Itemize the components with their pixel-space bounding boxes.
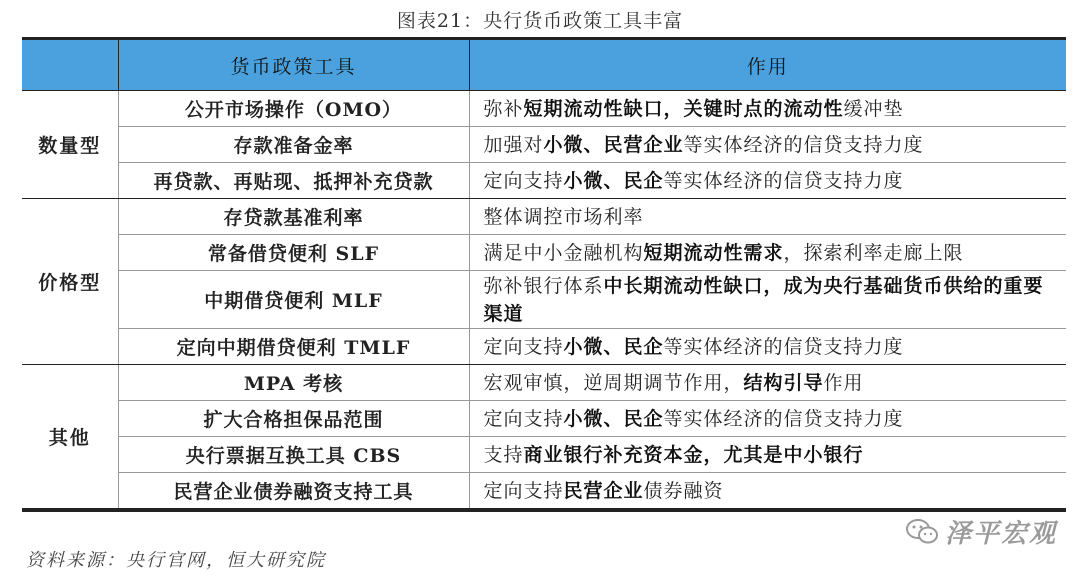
- role-text: 支持: [483, 443, 524, 466]
- watermark-text: 泽平宏观: [945, 519, 1058, 549]
- role-text: ，探索利率走廊上限: [783, 241, 964, 264]
- table-row: [22, 437, 1066, 473]
- role-cell: [469, 199, 1066, 235]
- wechat-icon: [905, 518, 939, 546]
- role-cell: [469, 365, 1066, 401]
- tool-cell: 央行票据互换工具 CBS: [118, 437, 469, 473]
- policy-tools-table-wrap: [22, 37, 1066, 512]
- role-text: 定向支持: [483, 407, 564, 430]
- role-text: 债券融资: [643, 479, 724, 502]
- role-text: 弥补银行体系: [483, 274, 604, 297]
- role-text-emphasis: 商业银行补充资本金，尤其是中小银行: [523, 443, 864, 466]
- role-text: 缓冲垫: [843, 97, 904, 120]
- role-text-emphasis: 结构引导: [743, 371, 824, 394]
- role-text: 作用: [823, 371, 864, 394]
- role-cell: [469, 235, 1066, 271]
- table-row: [22, 271, 1066, 329]
- role-text-emphasis: 小微、民企: [563, 407, 664, 430]
- tool-cell: 常备借贷便利 SLF: [118, 235, 469, 271]
- tool-cell: MPA 考核: [118, 365, 469, 401]
- header-role: 作用: [469, 40, 1066, 91]
- category-cell: 数量型: [22, 91, 118, 199]
- role-cell: [469, 329, 1066, 365]
- role-text: 定向支持: [483, 479, 564, 502]
- role-cell: [469, 401, 1066, 437]
- role-cell: [469, 127, 1066, 163]
- table-row: [22, 163, 1066, 199]
- header-tool: 货币政策工具: [118, 40, 469, 91]
- role-cell: [469, 437, 1066, 473]
- role-cell: [469, 473, 1066, 509]
- role-text: 弥补: [483, 97, 524, 120]
- tool-cell: 定向中期借贷便利 TMLF: [118, 329, 469, 365]
- role-text: 等实体经济的信贷支持力度: [663, 335, 904, 358]
- role-text: 等实体经济的信贷支持力度: [663, 169, 904, 192]
- role-text-emphasis: 短期流动性需求: [643, 241, 784, 264]
- watermark: [905, 513, 1057, 550]
- table-row: [22, 365, 1066, 401]
- role-text-emphasis: 短期流动性缺口，关键时点的流动性: [523, 97, 844, 120]
- role-cell: [469, 91, 1066, 127]
- category-cell: 其他: [22, 365, 118, 509]
- tool-cell: 再贷款、再贴现、抵押补充贷款: [118, 163, 469, 199]
- role-text-emphasis: 民营企业: [563, 479, 644, 502]
- table-bottom-rule: [22, 509, 1066, 512]
- policy-tools-table: [22, 40, 1066, 509]
- table-row: [22, 401, 1066, 437]
- table-row: [22, 199, 1066, 235]
- table-body: [22, 91, 1066, 509]
- table-header: [22, 40, 1066, 91]
- table-row: [22, 127, 1066, 163]
- table-row: [22, 473, 1066, 509]
- tool-cell: 存贷款基准利率: [118, 199, 469, 235]
- table-row: [22, 329, 1066, 365]
- role-text: 满足中小金融机构: [483, 241, 644, 264]
- tool-cell: 扩大合格担保品范围: [118, 401, 469, 437]
- tool-cell: 公开市场操作（OMO）: [118, 91, 469, 127]
- role-text: 等实体经济的信贷支持力度: [683, 133, 924, 156]
- role-text: 整体调控市场利率: [483, 205, 644, 228]
- role-text-emphasis: 小微、民企: [563, 335, 664, 358]
- role-text: 等实体经济的信贷支持力度: [663, 407, 904, 430]
- role-cell: [469, 163, 1066, 199]
- table-row: [22, 235, 1066, 271]
- role-text: 宏观审慎，逆周期调节作用，: [483, 371, 744, 394]
- role-text: 定向支持: [483, 169, 564, 192]
- header-category: [22, 40, 118, 91]
- role-text-emphasis: 小微、民营企业: [543, 133, 684, 156]
- table-row: [22, 91, 1066, 127]
- tool-cell: 中期借贷便利 MLF: [118, 271, 469, 329]
- source-note: 资料来源：央行官网，恒大研究院: [26, 550, 326, 571]
- tool-cell: 民营企业债券融资支持工具: [118, 473, 469, 509]
- tool-cell: 存款准备金率: [118, 127, 469, 163]
- role-text: 定向支持: [483, 335, 564, 358]
- role-text: 加强对: [483, 133, 544, 156]
- role-text-emphasis: 小微、民企: [563, 169, 664, 192]
- role-cell: [469, 271, 1066, 329]
- role-text-emphasis: 中长期流动性缺口，成为央行基础货币供给的重要渠道: [483, 274, 1044, 325]
- table-caption: 图表21：央行货币政策工具丰富: [396, 10, 684, 32]
- category-cell: 价格型: [22, 199, 118, 365]
